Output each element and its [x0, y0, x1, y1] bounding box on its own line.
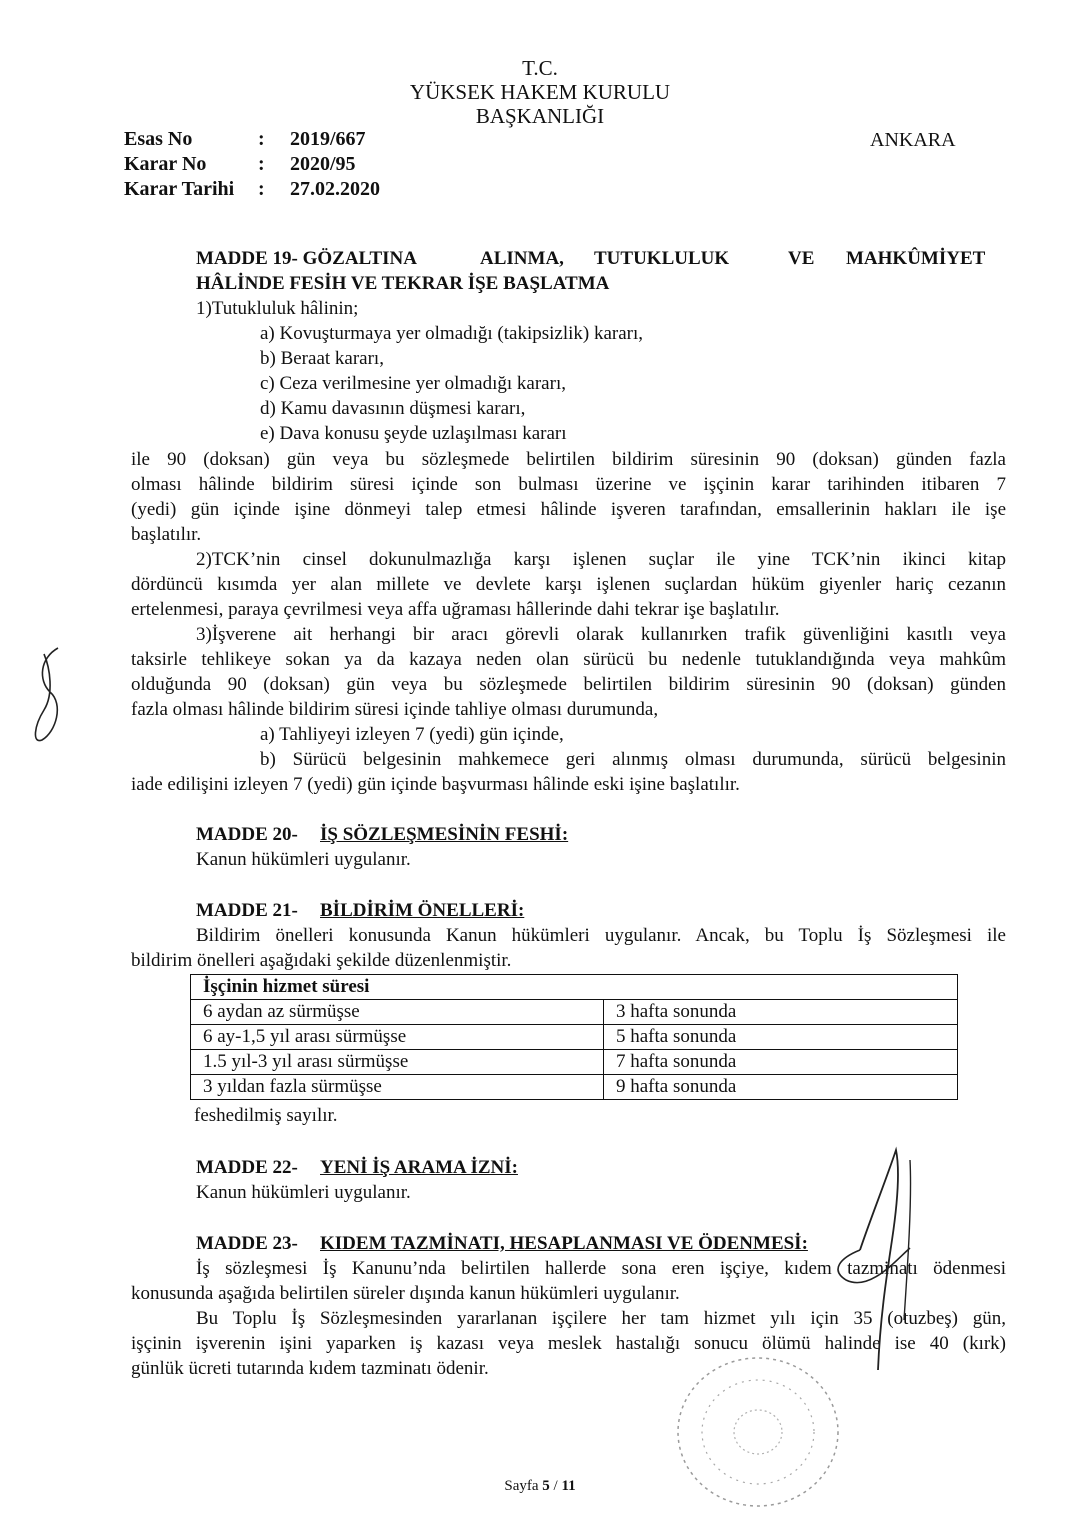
madde21-number: MADDE 21- [196, 900, 298, 921]
meta-karar-colon: : [258, 153, 265, 175]
madde23-number: MADDE 23- [196, 1233, 298, 1254]
madde19-p1-line4: başlatılır. [131, 524, 202, 545]
footer-separator: / [549, 1478, 562, 1494]
table-cell-period: 3 yıldan fazla sürmüşse [191, 1075, 604, 1100]
list-item: a) Tahliyeyi izleyen 7 (yedi) gün içinde, [260, 724, 564, 745]
madde22-number: MADDE 22- [196, 1157, 298, 1178]
madde19-p3-line4: fazla olması hâlinde bildirim süresi içinde tahliye olması durumunda, [131, 699, 659, 720]
madde21-body-line2: bildirim önelleri aşağıdaki şekilde düzenlenmiştir. [131, 950, 512, 971]
footer-prefix: Sayfa [504, 1478, 543, 1494]
table-header-row [191, 975, 958, 1000]
madde19-p3-line3: olduğunda 90 (doksan) gün veya bu sözleşmede belirtilen bildirim süresinin 90 (doksan) günden [131, 674, 1006, 695]
notice-period-table [190, 974, 958, 1100]
meta-esas-label: Esas No [124, 128, 193, 150]
header-city: ANKARA [870, 129, 956, 151]
list-item: e) Dava konusu şeyde uzlaşılması kararı [260, 423, 567, 444]
madde23-p1-line2: konusunda aşağıda belirtilen süreler dışında kanun hükümleri uygulanır. [131, 1283, 680, 1304]
madde19-p1-intro: 1)Tutukluluk hâlinin; [196, 298, 359, 319]
table-row [191, 1050, 958, 1075]
madde19-p2-line1: 2)TCK’nin cinsel dokunulmazlığa karşı işlenen suçlar ile yine TCK’nin ikinci kitap [196, 549, 1006, 570]
madde19-p3-line2: taksirle tehlikeye sokan ya da kazaya neden olan sürücü bu nedenle tutuklandığında veya mahkûm [131, 649, 1006, 670]
footer-page-total: 11 [561, 1478, 576, 1494]
madde20-title: İŞ SÖZLEŞMESİNİN FESHİ: [320, 824, 569, 845]
header-institution: YÜKSEK HAKEM KURULU [409, 80, 671, 104]
meta-tarih-value: 27.02.2020 [290, 178, 380, 200]
handwritten-signature [800, 1140, 920, 1380]
list-item: c) Ceza verilmesine yer olmadığı kararı, [260, 373, 566, 394]
meta-tarih-label: Karar Tarihi [124, 178, 235, 200]
madde19-p3-b-line2: iade edilişini izleyen 7 (yedi) gün içinde başvurması hâlinde eski işine başlatılır. [131, 774, 740, 795]
header-tc: T.C. [522, 56, 558, 80]
footer-page-number: 5 [542, 1478, 550, 1494]
madde19-p3-line1: 3)İşverene ait herhangi bir aracı görevli olarak kullanırken trafik güvenliğini kasıtlı veya [196, 624, 1006, 645]
madde19-p1-line2: olması hâlinde bildirim süresi içinde son bulması üzerine ve işçinin karar tarihinden itibaren 7 [131, 474, 1006, 495]
handwritten-initial-mark [20, 640, 80, 750]
madde21-body-line1: Bildirim önelleri konusunda Kanun hükümleri uygulanır. Ancak, bu Toplu İş Sözleşmesi ile [196, 925, 1006, 946]
madde20-body: Kanun hükümleri uygulanır. [196, 849, 411, 870]
table-cell-notice: 9 hafta sonunda [604, 1075, 958, 1100]
meta-esas-value: 2019/667 [290, 128, 366, 150]
page-footer [0, 1478, 1080, 1495]
madde19-heading-a: MADDE 19- GÖZALTINA [196, 248, 417, 269]
madde23-title: KIDEM TAZMİNATI, HESAPLANMASI VE ÖDENMESİ: [320, 1233, 808, 1254]
madde20-number: MADDE 20- [196, 824, 298, 845]
madde22-body: Kanun hükümleri uygulanır. [196, 1182, 411, 1203]
header-department: BAŞKANLIĞI [475, 104, 605, 128]
list-item: a) Kovuşturmaya yer olmadığı (takipsizlik) kararı, [260, 323, 644, 344]
madde22-title: YENİ İŞ ARAMA İZNİ: [320, 1157, 518, 1178]
madde19-p2-line3: ertelenmesi, paraya çevrilmesi veya affa uğraması hâllerinde dahi tekrar işe başlatılır. [131, 599, 780, 620]
meta-esas-colon: : [258, 128, 265, 150]
madde23-p2-line3: günlük ücreti tutarında kıdem tazminatı ödenir. [131, 1358, 489, 1379]
madde23-p2-line1: Bu Toplu İş Sözleşmesinden yararlanan işçilere her tam hizmet yılı için 35 (otuzbeş) gün, [196, 1308, 1006, 1329]
meta-karar-label: Karar No [124, 153, 207, 175]
madde19-p1-line1: ile 90 (doksan) gün veya bu sözleşmede belirtilen bildirim süresinin 90 (doksan) günden fazla [131, 449, 1006, 470]
list-item: b) Beraat kararı, [260, 348, 384, 369]
meta-tarih-colon: : [258, 178, 265, 200]
table-row [191, 1025, 958, 1050]
list-item: d) Kamu davasının düşmesi kararı, [260, 398, 526, 419]
table-row [191, 1075, 958, 1100]
madde19-p1-line3: (yedi) gün içinde işine dönmeyi talep etmesi hâlinde işveren tarafından, emsallerinin hakları ile işe [131, 499, 1006, 520]
table-header: İşçinin hizmet süresi [191, 975, 958, 1000]
madde21-after: feshedilmiş sayılır. [194, 1105, 338, 1126]
list-item: b) Sürücü belgesinin mahkemece geri alınmış olması durumunda, sürücü belgesinin [260, 749, 1006, 770]
meta-karar-value: 2020/95 [290, 153, 356, 175]
madde19-heading-d: VE [788, 248, 815, 269]
madde19-heading-line2: HÂLİNDE FESİH VE TEKRAR İŞE BAŞLATMA [196, 273, 610, 294]
table-cell-period: 1.5 yıl-3 yıl arası sürmüşse [191, 1050, 604, 1075]
table-cell-period: 6 aydan az sürmüşse [191, 1000, 604, 1025]
madde23-p2-line2: işçinin işverenin işini yaparken iş kazası veya meslek hastalığı sonucu ölümü halinde ise 40 (kırk) [131, 1333, 1006, 1354]
madde19-heading-e: MAHKÛMİYET [846, 248, 986, 269]
madde19-p2-line2: dördüncü kısımda yer alan millete ve devlete karşı işlenen suçlardan hüküm giyenler hariç cezanın [131, 574, 1006, 595]
table-cell-period: 6 ay-1,5 yıl arası sürmüşse [191, 1025, 604, 1050]
madde23-p1-line1: İş sözleşmesi İş Kanunu’nda belirtilen hallerde sona eren işçiye, kıdem tazminatı ödenmesi [196, 1258, 1006, 1279]
table-cell-notice: 3 hafta sonunda [604, 1000, 958, 1025]
madde19-heading-b: ALINMA, [480, 248, 564, 269]
madde21-title: BİLDİRİM ÖNELLERİ: [320, 900, 525, 921]
madde19-heading-c: TUTUKLULUK [594, 248, 730, 269]
table-cell-notice: 7 hafta sonunda [604, 1050, 958, 1075]
table-row [191, 1000, 958, 1025]
table-cell-notice: 5 hafta sonunda [604, 1025, 958, 1050]
